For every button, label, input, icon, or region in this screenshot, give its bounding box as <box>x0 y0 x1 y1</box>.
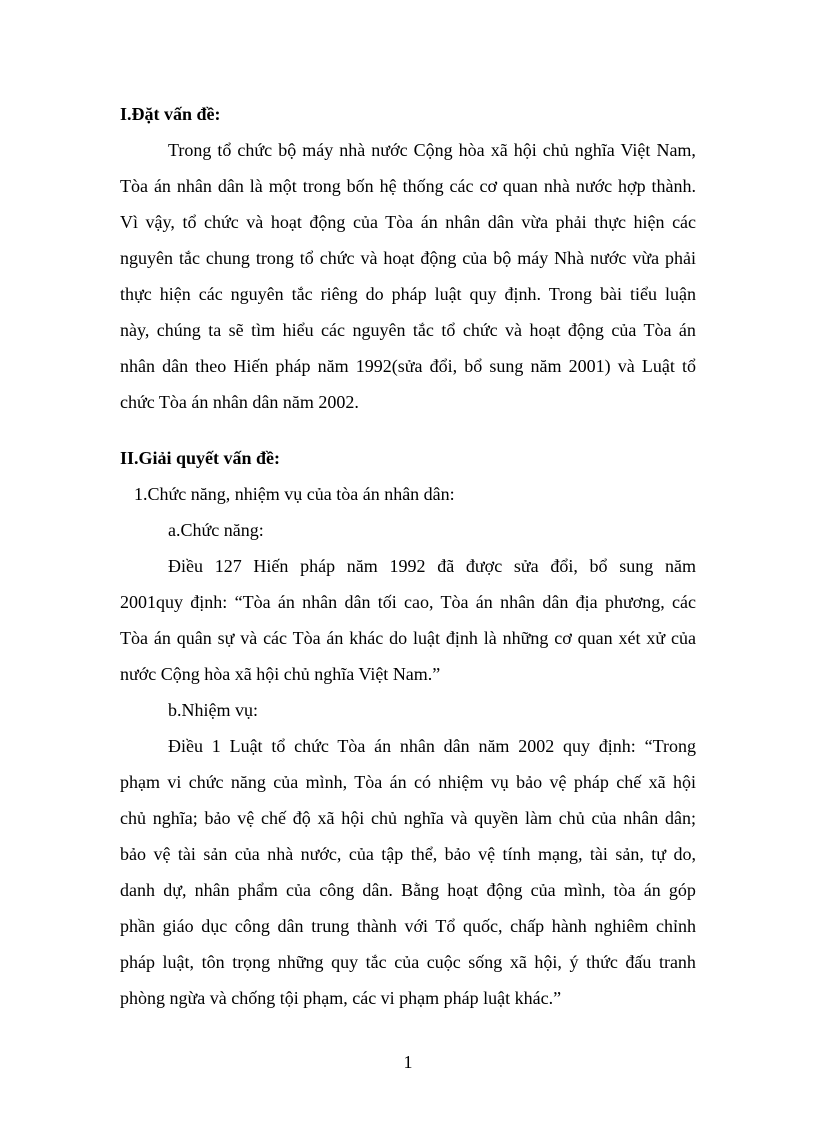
item-b-line-5: danh dự, nhân phẩm của công dân. Bằng hoạt động của mình, tòa án góp <box>120 880 696 900</box>
subsection-1-heading: 1.Chức năng, nhiệm vụ của tòa án nhân dân: <box>134 484 455 504</box>
item-a-line-4: nước Cộng hòa xã hội chủ nghĩa Việt Nam.” <box>120 664 441 684</box>
section-2-heading: II.Giải quyết vấn đề: <box>120 448 281 468</box>
item-a-line-2: 2001quy định: “Tòa án nhân dân tối cao, Tòa án nhân dân địa phương, các <box>120 592 696 612</box>
item-a-line-3: Tòa án quân sự và các Tòa án khác do luật định là những cơ quan xét xử của <box>120 628 696 648</box>
item-b-line-3: chủ nghĩa; bảo vệ chế độ xã hội chủ nghĩa và quyền làm chủ của nhân dân; <box>120 808 696 828</box>
section-1-heading: I.Đặt vấn đề: <box>120 104 221 124</box>
item-b-heading: b.Nhiệm vụ: <box>168 700 258 720</box>
section-1-line-7: nhân dân theo Hiến pháp năm 1992(sửa đổi, bổ sung năm 2001) và Luật tổ <box>120 356 696 376</box>
item-b-line-7: pháp luật, tôn trọng những quy tắc của cuộc sống xã hội, ý thức đấu tranh <box>120 952 696 972</box>
page-number: 1 <box>403 1052 413 1072</box>
section-1-line-1: Trong tổ chức bộ máy nhà nước Cộng hòa xã hội chủ nghĩa Việt Nam, <box>168 140 696 160</box>
item-b-line-6: phần giáo dục công dân trung thành với Tổ quốc, chấp hành nghiêm chỉnh <box>120 916 697 936</box>
section-1-line-5: thực hiện các nguyên tắc riêng do pháp luật quy định. Trong bài tiểu luận <box>120 284 697 304</box>
item-b-line-8: phòng ngừa và chống tội phạm, các vi phạm pháp luật khác.” <box>120 988 562 1008</box>
item-b-line-4: bảo vệ tài sản của nhà nước, của tập thể, bảo vệ tính mạng, tài sản, tự do, <box>120 844 697 864</box>
section-1-line-6: này, chúng ta sẽ tìm hiểu các nguyên tắc tổ chức và hoạt động của Tòa án <box>120 320 696 340</box>
item-a-heading: a.Chức năng: <box>168 520 264 540</box>
item-a-line-1: Điều 127 Hiến pháp năm 1992 đã được sửa đổi, bổ sung năm <box>168 556 696 576</box>
item-b-line-2: phạm vi chức năng của mình, Tòa án có nhiệm vụ bảo vệ pháp chế xã hội <box>120 772 697 792</box>
section-1-line-8: chức Tòa án nhân dân năm 2002. <box>120 392 359 412</box>
section-1-line-4: nguyên tắc chung trong tổ chức và hoạt động của bộ máy Nhà nước vừa phải <box>120 248 697 268</box>
item-b-line-1: Điều 1 Luật tổ chức Tòa án nhân dân năm 2002 quy định: “Trong <box>168 736 696 756</box>
section-1-line-3: Vì vậy, tổ chức và hoạt động của Tòa án nhân dân vừa phải thực hiện các <box>120 212 697 232</box>
section-1-line-2: Tòa án nhân dân là một trong bốn hệ thống các cơ quan nhà nước hợp thành. <box>120 176 697 196</box>
